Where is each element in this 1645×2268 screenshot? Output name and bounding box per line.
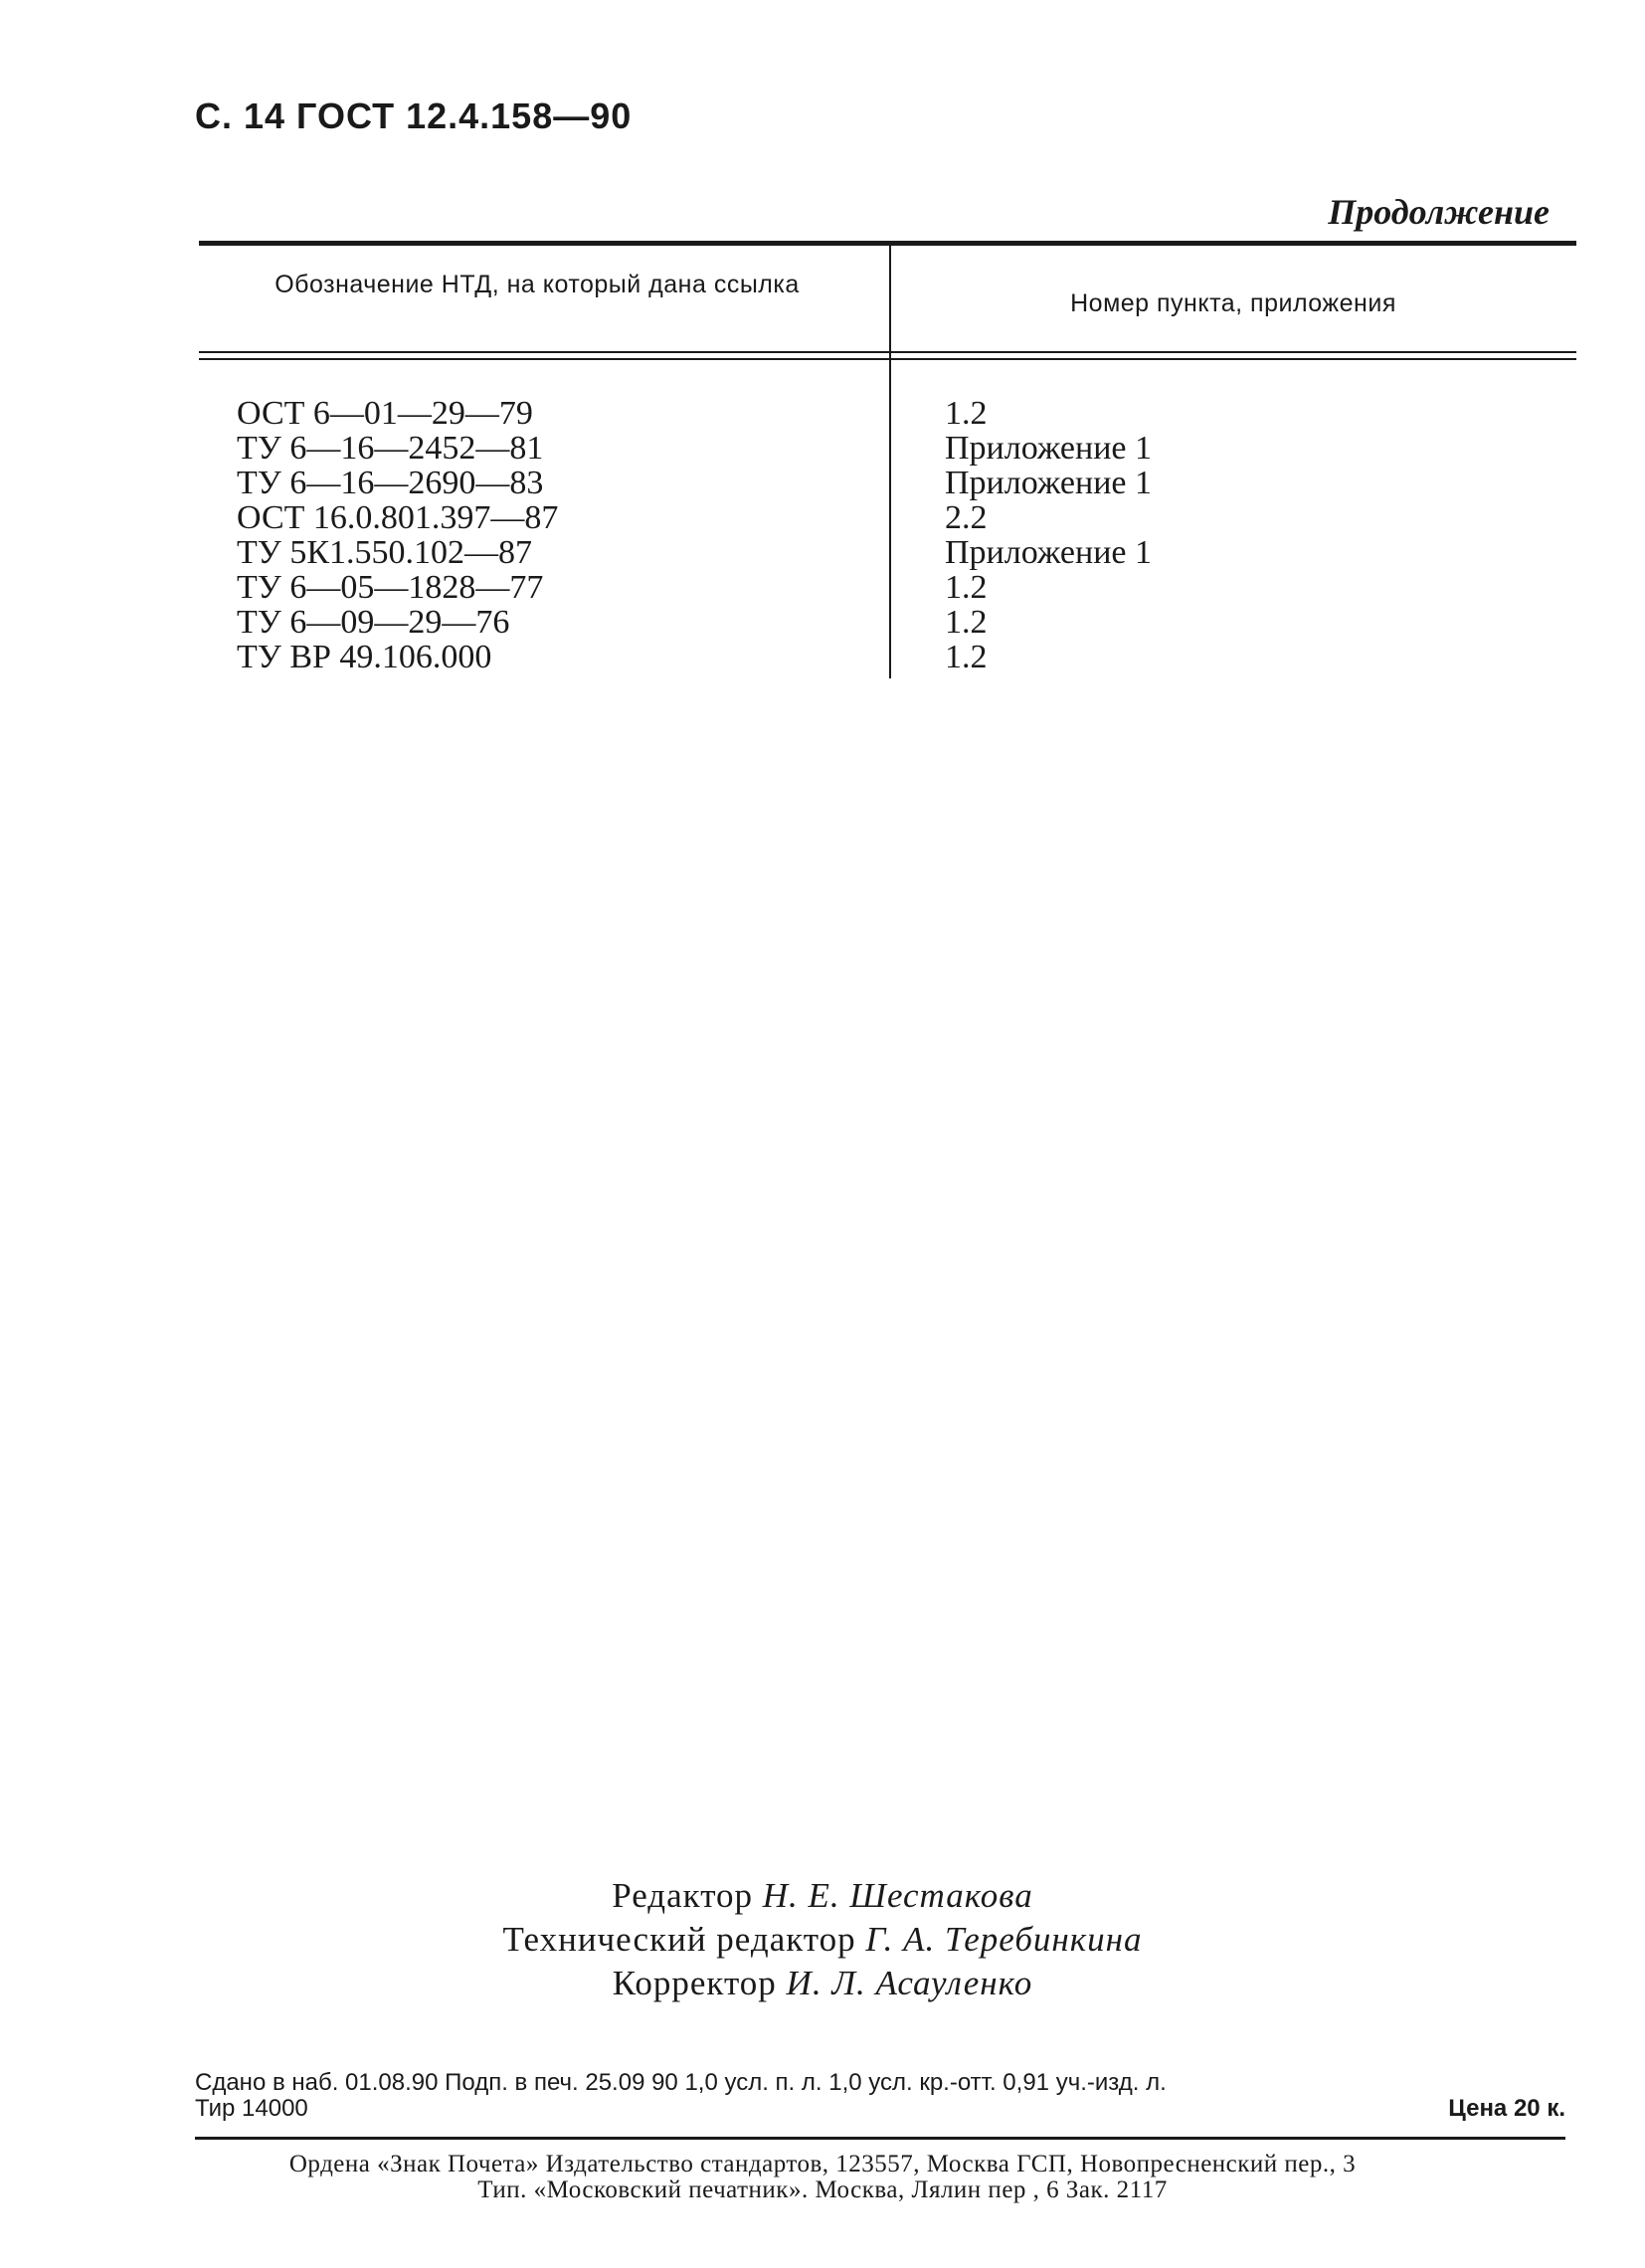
column-header-item: Номер пункта, приложения bbox=[1070, 289, 1396, 317]
table-row bbox=[0, 431, 1645, 467]
reference-code: ТУ 6—16—2690—83 bbox=[237, 465, 544, 501]
table-row bbox=[0, 535, 1645, 571]
credits-block bbox=[0, 1874, 1645, 2005]
item-number: 1.2 bbox=[945, 569, 988, 606]
table-row bbox=[0, 466, 1645, 501]
item-number: 1.2 bbox=[945, 395, 988, 432]
table-row bbox=[0, 396, 1645, 432]
credit-name: Г. А. Теребинкина bbox=[865, 1920, 1143, 1959]
reference-code: ТУ ВР 49.106.000 bbox=[237, 639, 492, 675]
credit-editor bbox=[0, 1874, 1645, 1918]
reference-code: ТУ 6—05—1828—77 bbox=[237, 569, 544, 606]
column-header-reference: Обозначение НТД, на который дана ссылка bbox=[274, 271, 800, 298]
item-number: Приложение 1 bbox=[945, 534, 1152, 571]
reference-code: ТУ 5К1.550.102—87 bbox=[237, 534, 533, 571]
credit-proofreader bbox=[0, 1962, 1645, 2005]
header-rule-2 bbox=[199, 358, 1576, 360]
credit-role: Корректор bbox=[612, 1964, 777, 2002]
item-number: 1.2 bbox=[945, 639, 988, 675]
credit-role: Технический редактор bbox=[502, 1920, 856, 1959]
print-run: Тир 14000 bbox=[195, 2095, 308, 2122]
table-row bbox=[0, 605, 1645, 641]
price: Цена 20 к. bbox=[1448, 2095, 1565, 2122]
credit-name: Н. Е. Шестакова bbox=[762, 1876, 1033, 1915]
item-number: Приложение 1 bbox=[945, 430, 1152, 467]
printer-line: Тип. «Московский печатник». Москва, Лялин пер , 6 Зак. 2117 bbox=[477, 2176, 1168, 2203]
item-number: 2.2 bbox=[945, 499, 988, 536]
continuation-label: Продолжение bbox=[1328, 192, 1550, 232]
publisher-line: Ордена «Знак Почета» Издательство стандартов, 123557, Москва ГСП, Новопресненский пер., 3 bbox=[288, 2151, 1357, 2177]
imprint-line-1 bbox=[195, 2069, 1565, 2097]
reference-code: ТУ 6—09—29—76 bbox=[237, 604, 510, 641]
table-row bbox=[0, 500, 1645, 536]
table-row bbox=[0, 570, 1645, 606]
item-number: Приложение 1 bbox=[945, 465, 1152, 501]
imprint-details: Сдано в наб. 01.08.90 Подп. в печ. 25.09 90 1,0 усл. п. л. 1,0 усл. кр.-отт. 0,91 уч.-изд. л. bbox=[195, 2069, 1167, 2096]
footer-rule bbox=[195, 2137, 1565, 2140]
table-row bbox=[0, 640, 1645, 675]
reference-code: ОСТ 6—01—29—79 bbox=[237, 395, 533, 432]
credit-technical-editor bbox=[0, 1918, 1645, 1962]
reference-code: ОСТ 16.0.801.397—87 bbox=[237, 499, 559, 536]
credit-role: Редактор bbox=[612, 1876, 754, 1915]
imprint-line-2 bbox=[195, 2095, 1565, 2123]
table-top-rule bbox=[199, 241, 1576, 246]
page-title: С. 14 ГОСТ 12.4.158—90 bbox=[195, 95, 633, 136]
item-number: 1.2 bbox=[945, 604, 988, 641]
reference-code: ТУ 6—16—2452—81 bbox=[237, 430, 544, 467]
header-rule-1 bbox=[199, 351, 1576, 353]
credit-name: И. Л. Асауленко bbox=[786, 1964, 1033, 2002]
